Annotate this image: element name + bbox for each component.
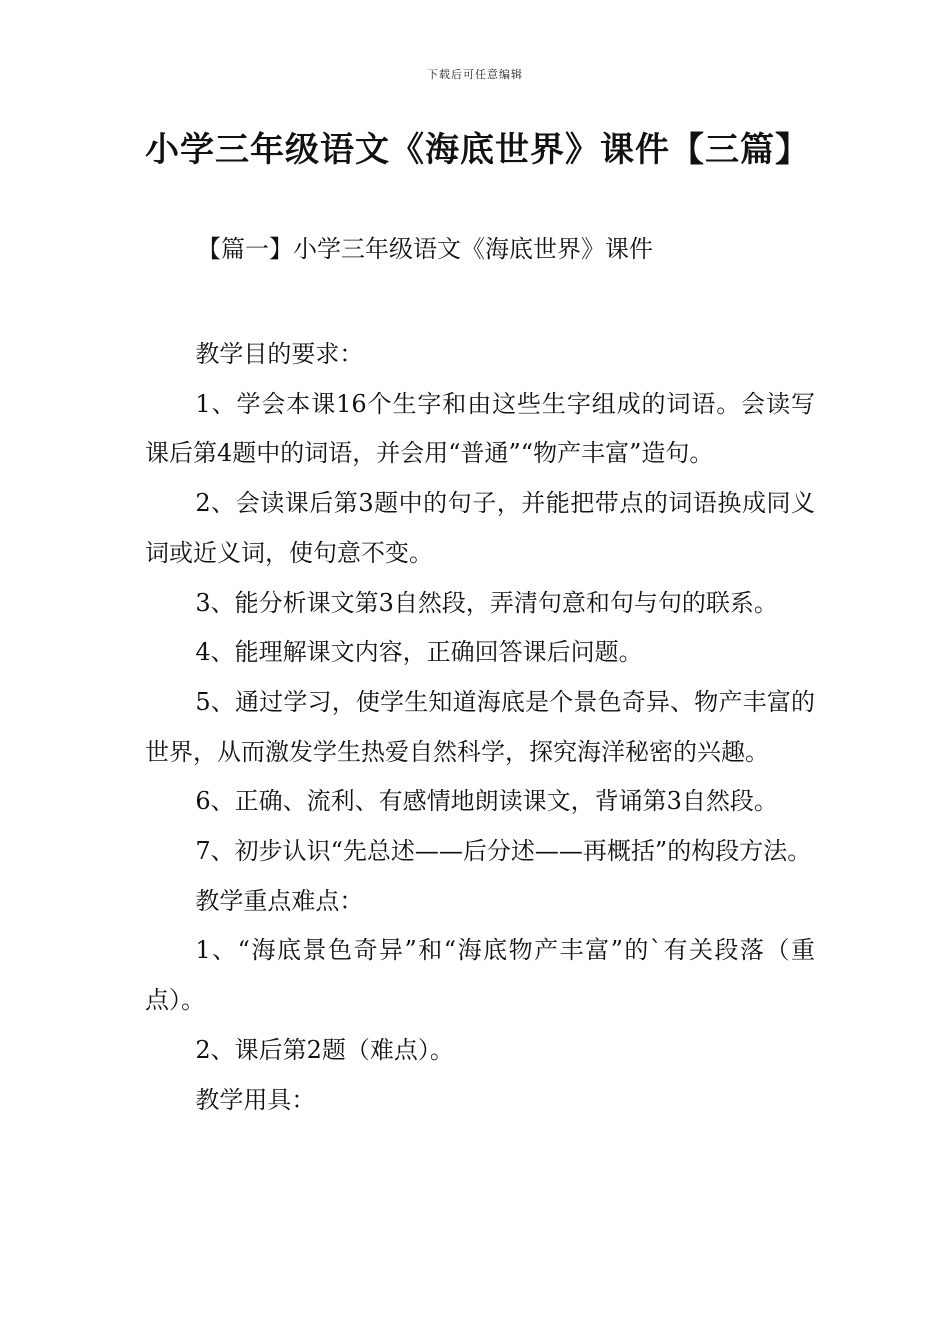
- document-title: 小学三年级语文《海底世界》课件【三篇】: [145, 130, 810, 170]
- document-body: [145, 330, 815, 1125]
- paragraph-goal-2: 2、会读课后第3题中的句子，并能把带点的词语换成同义词或近义词，使句意不变。: [145, 489, 815, 567]
- paragraph-goal-4: 4、能理解课文内容，正确回答课后问题。: [195, 638, 643, 667]
- paragraph-goals-heading: 教学目的要求：: [195, 340, 364, 368]
- header-note: 下载后可任意编辑: [427, 68, 523, 81]
- paragraph-goal-3: 3、能分析课文第3自然段，弄清句意和句与句的联系。: [195, 588, 778, 617]
- paragraph-tools-heading: 教学用具：: [195, 1085, 316, 1114]
- paragraph-key-points-heading: 教学重点难点：: [195, 886, 364, 915]
- paragraph-goal-1: 1、学会本课16个生字和由这些生字组成的词语。会读写课后第4题中的词语，并会用“普通”“物产丰富”造句。: [145, 389, 815, 468]
- paragraph-key-point-2: 2、课后第2题（难点）。: [195, 1035, 454, 1064]
- section-heading: 【篇一】小学三年级语文《海底世界》课件: [197, 235, 653, 263]
- paragraph-key-point-1: 1、“海底景色奇异”和“海底物产丰富”的`有关段落（重点）。: [145, 936, 815, 1015]
- paragraph-goal-6: 6、正确、流利、有感情地朗读课文，背诵第3自然段。: [195, 787, 778, 816]
- paragraph-goal-5: 5、通过学习，使学生知道海底是个景色奇异、物产丰富的世界，从而激发学生热爱自然科学，探究海洋秘密的兴趣。: [145, 687, 815, 766]
- paragraph-goal-7: 7、初步认识“先总述——后分述——再概括”的构段方法。: [195, 837, 812, 866]
